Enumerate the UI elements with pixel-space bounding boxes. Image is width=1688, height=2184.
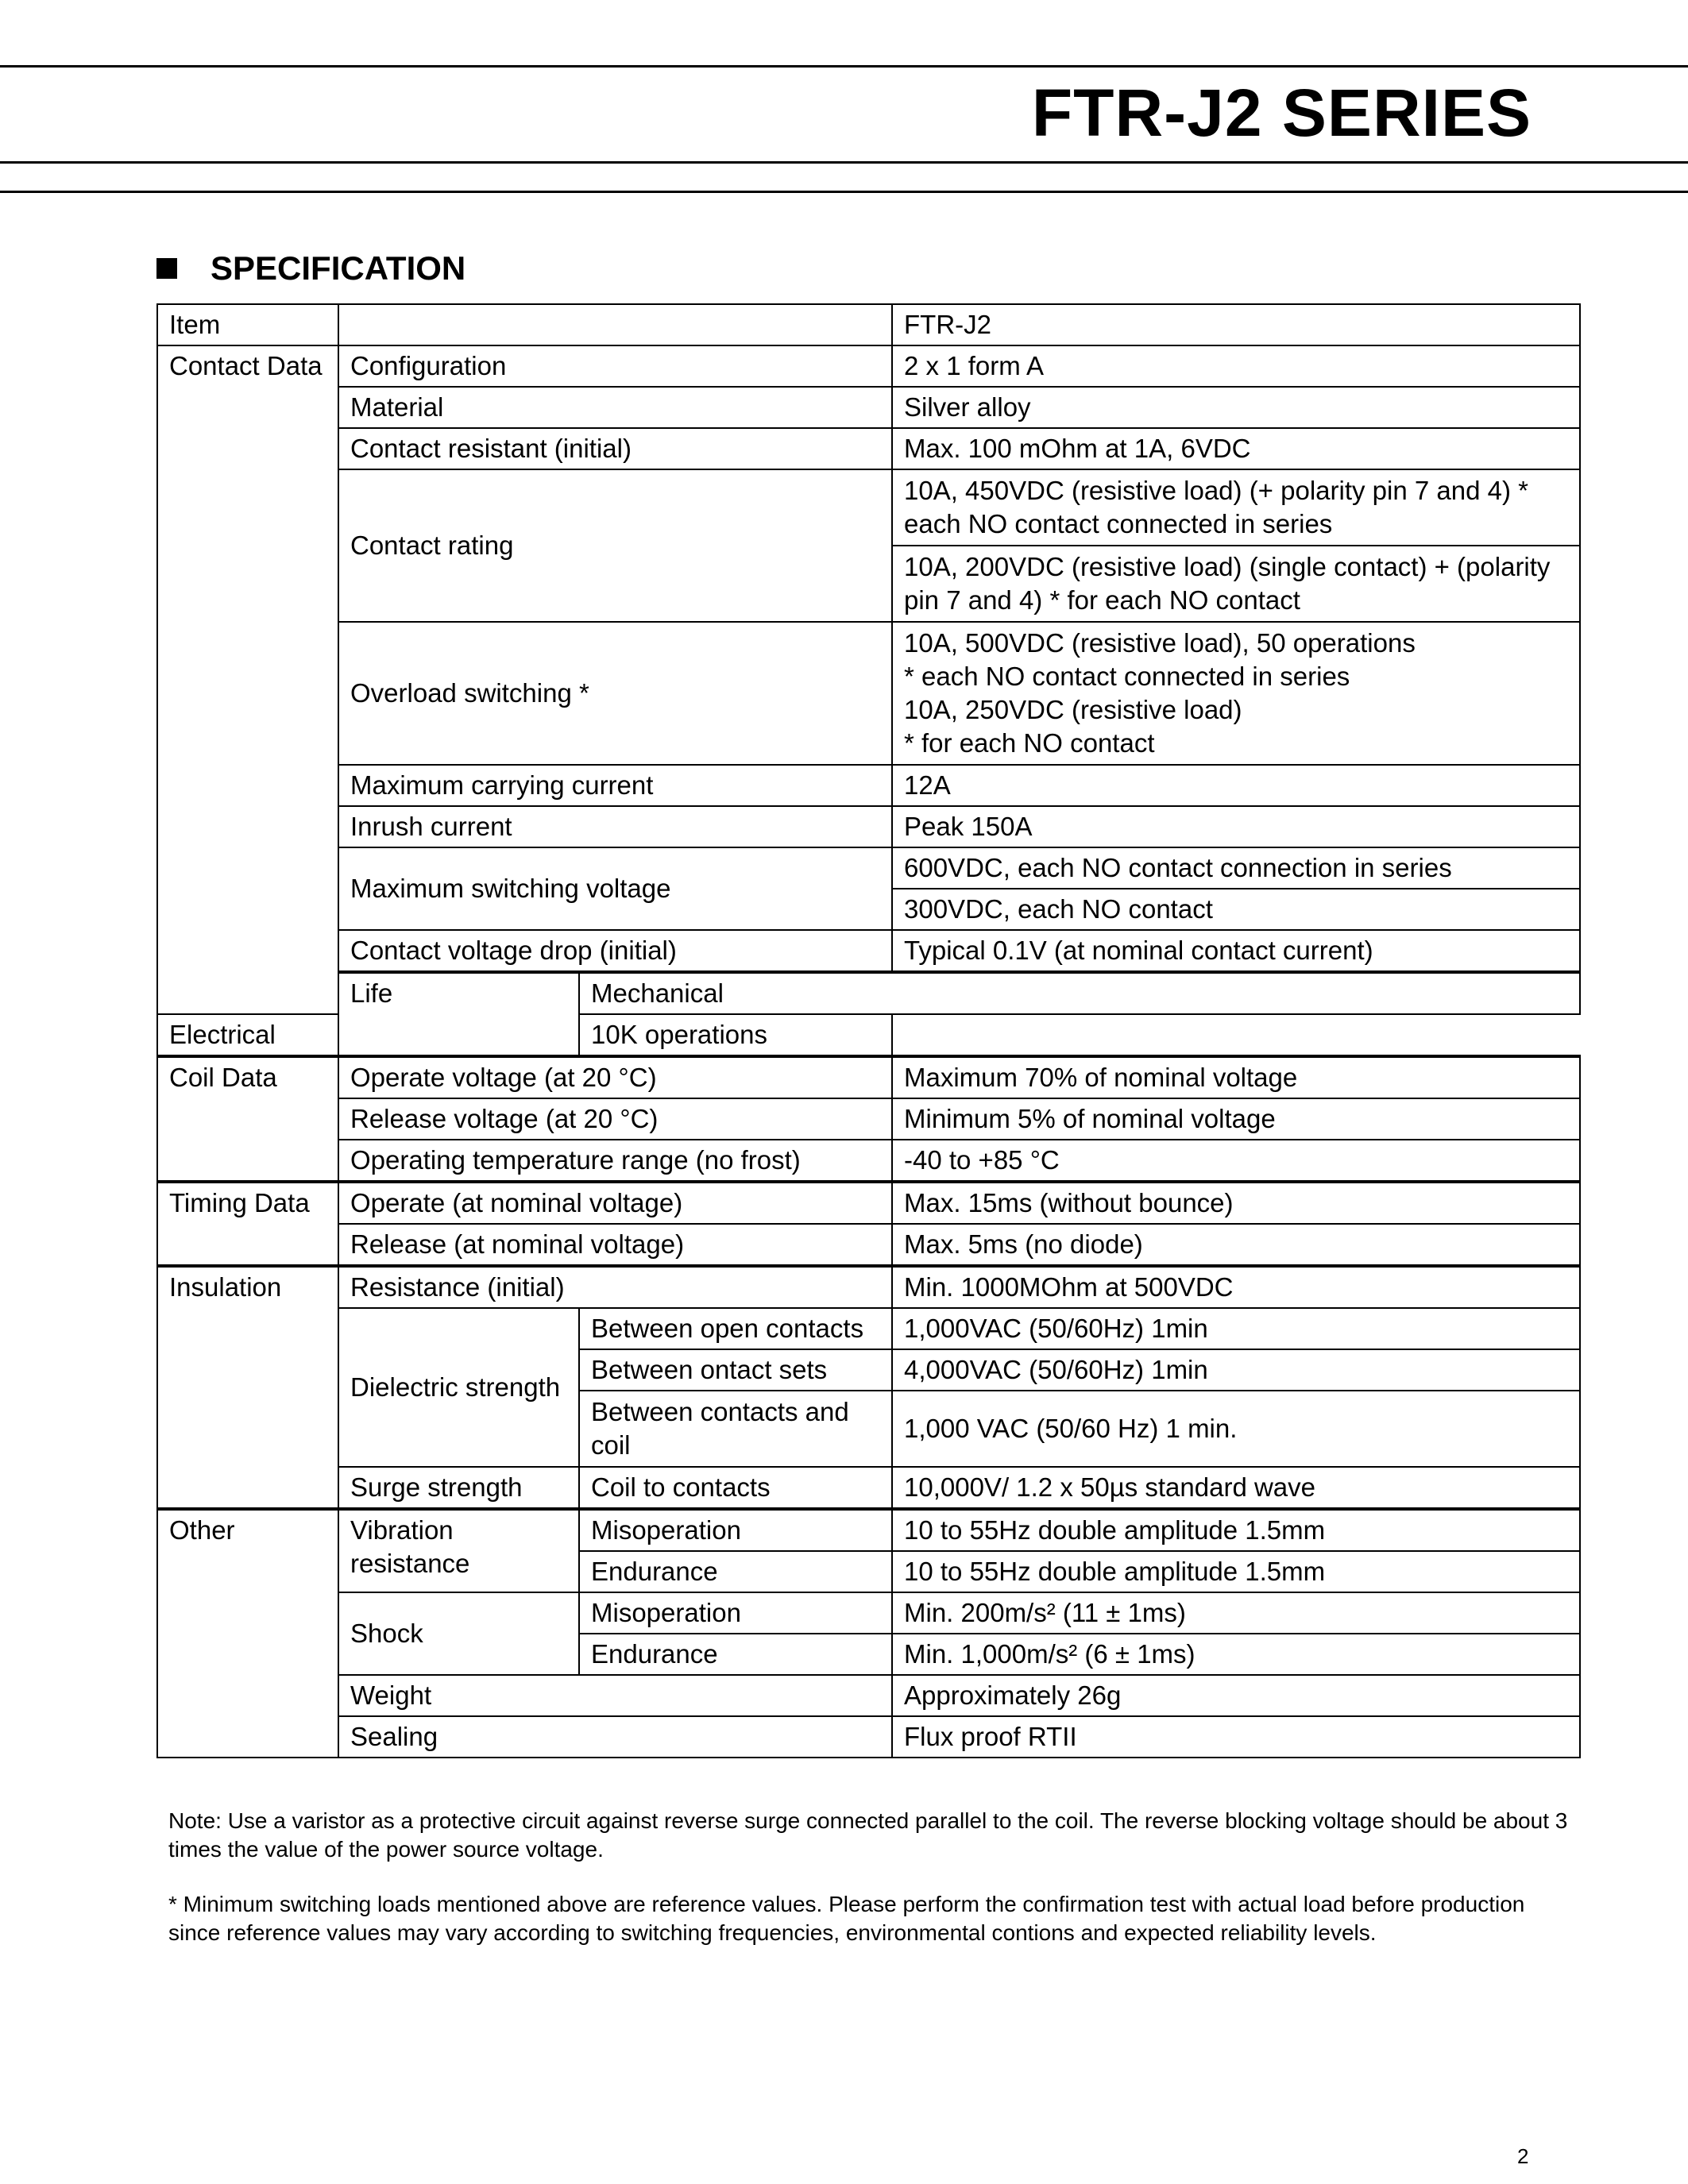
row-value: Minimum 5% of nominal voltage <box>892 1098 1580 1140</box>
square-bullet-icon <box>156 258 177 279</box>
row-label: Material <box>338 387 892 428</box>
table-row <box>157 806 1580 847</box>
group-life: Life <box>338 972 579 1056</box>
table-row <box>157 469 1580 546</box>
row-value: Max. 15ms (without bounce) <box>892 1182 1580 1224</box>
row-label: Resistance (initial) <box>338 1266 892 1308</box>
row-value: 10A, 200VDC (resistive load) (single contact) + (polarity pin 7 and 4) * for each NO contact <box>892 546 1580 622</box>
table-row <box>157 972 1580 1014</box>
table-row <box>157 1098 1580 1140</box>
row-value: 10K operations <box>579 1014 892 1056</box>
row-sublabel: Misoperation <box>579 1592 892 1634</box>
row-label: Overload switching * <box>338 622 892 765</box>
row-sublabel: Between contacts and coil <box>579 1391 892 1467</box>
row-value: Maximum 70% of nominal voltage <box>892 1056 1580 1098</box>
row-value: Max. 100 mOhm at 1A, 6VDC <box>892 428 1580 469</box>
table-row <box>157 1140 1580 1182</box>
section-title: SPECIFICATION <box>211 249 466 287</box>
table-row <box>157 765 1580 806</box>
row-label: Contact rating <box>338 469 892 622</box>
table-row <box>157 428 1580 469</box>
row-label: Configuration <box>338 345 892 387</box>
table-row <box>157 1675 1580 1716</box>
table-row <box>157 1467 1580 1509</box>
row-value: 1,000 VAC (50/60 Hz) 1 min. <box>892 1391 1580 1467</box>
row-label: Operate (at nominal voltage) <box>338 1182 892 1224</box>
row-label: Sealing <box>338 1716 892 1758</box>
row-value <box>892 622 1580 765</box>
row-sublabel: Between ontact sets <box>579 1349 892 1391</box>
section-heading <box>156 248 465 289</box>
group-contact-data: Contact Data <box>157 345 338 1014</box>
row-value: Flux proof RTII <box>892 1716 1580 1758</box>
row-label: Weight <box>338 1675 892 1716</box>
value-line: * each NO contact connected in series <box>904 662 1350 691</box>
table-row <box>157 1056 1580 1098</box>
row-sublabel: Endurance <box>579 1634 892 1675</box>
table-row <box>157 345 1580 387</box>
header-blank <box>338 304 892 345</box>
header-rule-bottom <box>0 191 1688 193</box>
row-value: 10A, 450VDC (resistive load) (+ polarity pin 7 and 4) * each NO contact connected in series <box>892 469 1580 546</box>
row-label: Shock <box>338 1592 579 1675</box>
row-label: Mechanical <box>579 972 1580 1014</box>
row-value: 12A <box>892 765 1580 806</box>
row-value: 2 x 1 form A <box>892 345 1580 387</box>
row-sublabel: Misoperation <box>579 1509 892 1551</box>
row-value: Min. 200m/s² (11 ± 1ms) <box>892 1592 1580 1634</box>
header-rule-top <box>0 65 1688 68</box>
table-row <box>157 930 1580 972</box>
page-number: 2 <box>1517 2144 1529 2168</box>
table-row <box>157 847 1580 889</box>
table-row <box>157 1182 1580 1224</box>
row-label: Contact resistant (initial) <box>338 428 892 469</box>
table-row <box>157 387 1580 428</box>
row-value: 10 to 55Hz double amplitude 1.5mm <box>892 1509 1580 1551</box>
specification-table <box>156 303 1581 1758</box>
row-value: Approximately 26g <box>892 1675 1580 1716</box>
header-item: Item <box>157 304 338 345</box>
value-line: * for each NO contact <box>904 728 1155 758</box>
row-sublabel: Endurance <box>579 1551 892 1592</box>
group-insulation: Insulation <box>157 1266 338 1509</box>
row-value: Peak 150A <box>892 806 1580 847</box>
value-line: 10A, 250VDC (resistive load) <box>904 695 1242 724</box>
table-row <box>157 1592 1580 1634</box>
row-value: Silver alloy <box>892 387 1580 428</box>
table-row <box>157 1716 1580 1758</box>
note-varistor: Note: Use a varistor as a protective circuit against reverse surge connected parallel to the coil. The reverse blocking voltage should be about 3 times the value of the power source voltage. <box>168 1808 1568 1862</box>
series-title: FTR-J2 SERIES <box>1031 75 1532 150</box>
row-value: Max. 5ms (no diode) <box>892 1224 1580 1266</box>
row-label: Maximum switching voltage <box>338 847 892 930</box>
row-label: Operate voltage (at 20 °C) <box>338 1056 892 1098</box>
value-line: 10A, 500VDC (resistive load), 50 operations <box>904 628 1416 658</box>
row-value: Typical 0.1V (at nominal contact current) <box>892 930 1580 972</box>
header-rule-middle <box>0 161 1688 164</box>
table-row <box>157 1224 1580 1266</box>
row-value: 600VDC, each NO contact connection in series <box>892 847 1580 889</box>
row-label: Release (at nominal voltage) <box>338 1224 892 1266</box>
row-sublabel: Coil to contacts <box>579 1467 892 1509</box>
row-label: Dielectric strength <box>338 1308 579 1467</box>
row-label: Contact voltage drop (initial) <box>338 930 892 972</box>
row-sublabel: Between open contacts <box>579 1308 892 1349</box>
table-row <box>157 1014 1580 1056</box>
header-model: FTR-J2 <box>892 304 1580 345</box>
row-value: 4,000VAC (50/60Hz) 1min <box>892 1349 1580 1391</box>
row-label: Release voltage (at 20 °C) <box>338 1098 892 1140</box>
row-value: 10,000V/ 1.2 x 50µs standard wave <box>892 1467 1580 1509</box>
row-value: 10 to 55Hz double amplitude 1.5mm <box>892 1551 1580 1592</box>
group-timing-data: Timing Data <box>157 1182 338 1266</box>
row-value: 1,000VAC (50/60Hz) 1min <box>892 1308 1580 1349</box>
row-label: Surge strength <box>338 1467 579 1509</box>
row-label: Maximum carrying current <box>338 765 892 806</box>
table-row <box>157 1266 1580 1308</box>
row-label: Inrush current <box>338 806 892 847</box>
row-label: Vibration resistance <box>338 1509 579 1592</box>
row-label: Operating temperature range (no frost) <box>338 1140 892 1182</box>
row-value: -40 to +85 °C <box>892 1140 1580 1182</box>
note-minimum-loads: * Minimum switching loads mentioned above are reference values. Please perform the confirmation test with actual load before production since reference values may vary according to switching frequencies, environmental contions and expected reliability levels. <box>168 1892 1525 1945</box>
group-coil-data: Coil Data <box>157 1056 338 1182</box>
group-other: Other <box>157 1509 338 1758</box>
row-value: 300VDC, each NO contact <box>892 889 1580 930</box>
row-value: Min. 1,000m/s² (6 ± 1ms) <box>892 1634 1580 1675</box>
table-header-row <box>157 304 1580 345</box>
row-value: Min. 1000MOhm at 500VDC <box>892 1266 1580 1308</box>
row-label: Electrical <box>157 1014 579 1056</box>
table-row <box>157 622 1580 765</box>
table-row <box>157 1308 1580 1349</box>
table-row <box>157 1509 1580 1551</box>
